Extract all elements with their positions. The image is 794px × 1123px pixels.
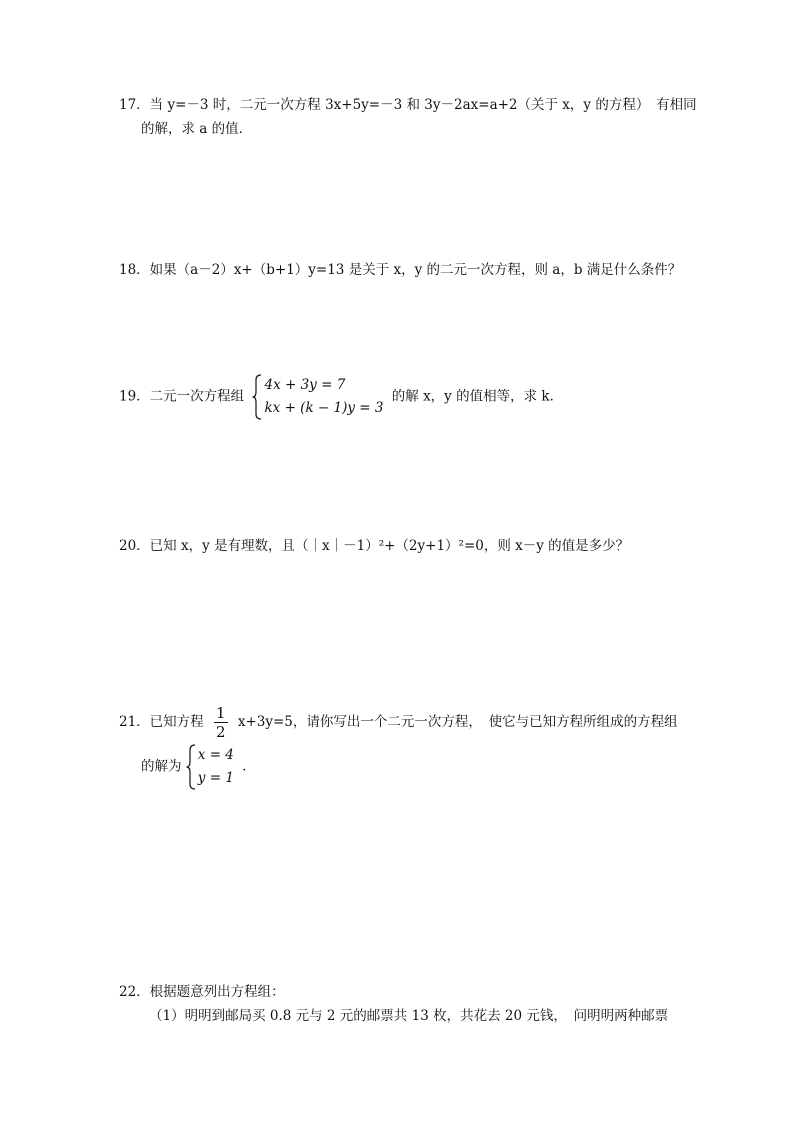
left-brace-icon (186, 744, 196, 790)
question-22 (119, 980, 668, 1028)
left-brace-icon (252, 374, 262, 420)
fraction-numerator: 1 (215, 704, 226, 722)
equation-system (252, 374, 383, 420)
question-19 (119, 374, 563, 420)
solution-x: x = 4 (197, 747, 234, 763)
question-21-line-2-suffix: ． (242, 758, 256, 775)
question-19-prefix: 19．二元一次方程组 (119, 388, 245, 405)
question-21-line-2-prefix: 的解为 (141, 758, 182, 775)
question-22-line-1: 22．根据题意列出方程组： (119, 984, 285, 1000)
question-18-line-1: 18．如果（a－2）x+（b+1）y=13 是关于 x，y 的二元一次方程，则 a，b 满足什么条件？ (119, 262, 682, 278)
question-18 (119, 258, 681, 282)
equation-2: kx + (k − 1)y = 3 (264, 400, 384, 416)
equation-1: 4x + 3y = 7 (264, 377, 346, 393)
fraction-denominator: 2 (215, 723, 226, 741)
solution-y: y = 1 (197, 770, 234, 786)
fraction (214, 704, 228, 741)
question-22-line-2: （1）明明到邮局买 0.8 元与 2 元的邮票共 13 枚，共花去 20 元钱， 问明明两种邮票 (149, 1008, 669, 1024)
question-17 (119, 93, 697, 141)
question-19-suffix: 的解 x，y 的值相等，求 k． (391, 388, 564, 405)
question-17-line-2: 的解，求 a 的值． (141, 121, 253, 137)
solution-system (186, 744, 234, 790)
question-21 (119, 700, 678, 790)
question-21-prefix: 21．已知方程 (119, 714, 204, 730)
question-20 (119, 534, 629, 558)
question-17-line-1: 17．当 y=－3 时，二元一次方程 3x+5y=－3 和 3y－2ax=a+2（关于 x，y 的方程） 有相同 (119, 97, 697, 113)
question-21-text: x+3y=5，请你写出一个二元一次方程， 使它与已知方程所组成的方程组 (237, 714, 678, 730)
question-20-line-1: 20．已知 x，y 是有理数，且（｜x｜－1）²+（2y+1）²=0，则 x－y 的值是多少？ (119, 538, 630, 554)
